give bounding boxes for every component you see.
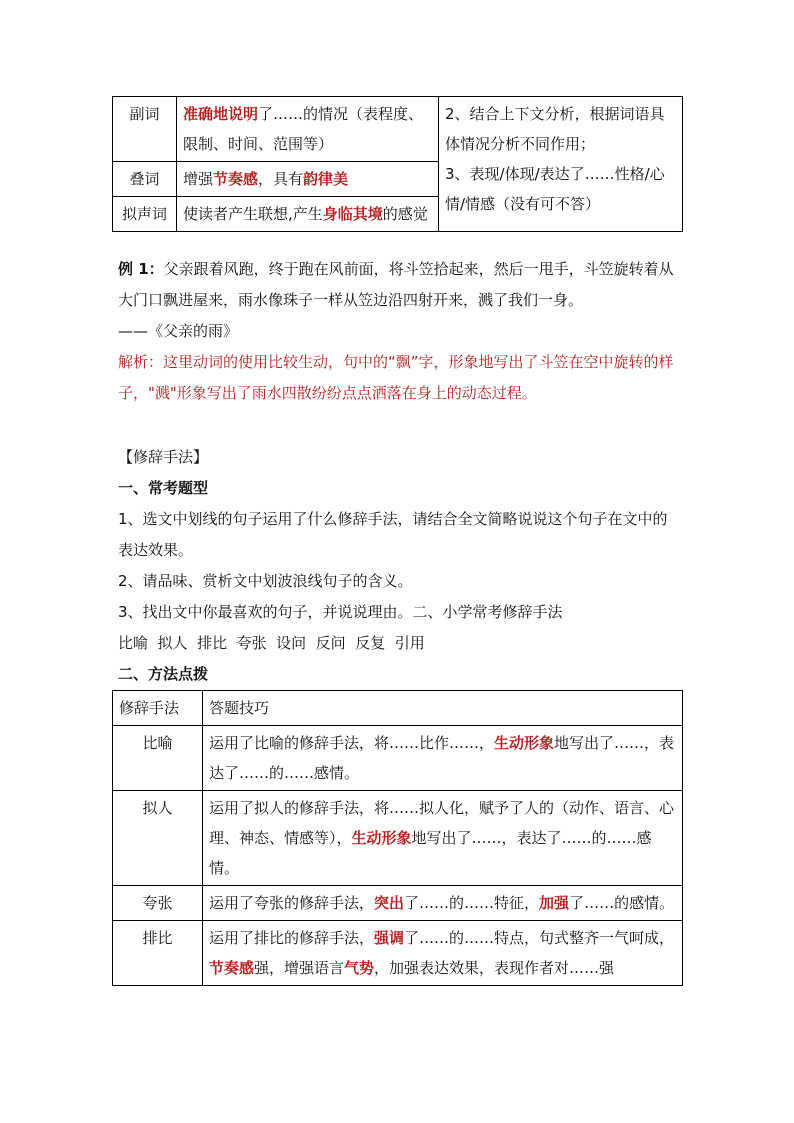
- tip-text: 了……的……特点，句式整齐一气呵成，: [404, 929, 675, 947]
- highlight-text: 强调: [374, 929, 405, 947]
- desc-cell: [177, 197, 439, 232]
- highlight-text: 节奏感: [213, 170, 259, 188]
- desc-text: 的感觉: [382, 205, 428, 223]
- table-row: [113, 97, 683, 162]
- tip-text: 地写出了……，表达了……的……感情。: [209, 829, 652, 877]
- rhetoric-name-cell: 比喻: [113, 726, 203, 791]
- tip-text: 运用了夸张的修辞手法，: [209, 894, 375, 912]
- rhetoric-name-cell: 夸张: [113, 886, 203, 921]
- method-line: 2、结合上下文分析，根据词语具体情况分析不同作用；: [445, 105, 665, 153]
- desc-cell: [177, 97, 439, 162]
- highlight-text: 生动形象: [351, 829, 412, 847]
- word-usage-table: [112, 96, 683, 232]
- rhetoric-section: [118, 442, 682, 690]
- tip-text: 运用了拟人的修辞手法，将……拟人化，赋予了人的（动作、语言、心理、神态、情感等），: [209, 799, 675, 847]
- table-row: [113, 726, 683, 791]
- highlight-text: 生动形象: [494, 734, 555, 752]
- table-row: [113, 886, 683, 921]
- rhetoric-tip-cell: [203, 886, 683, 921]
- term-cell: [113, 197, 177, 232]
- example-text: 父亲跟着风跑，终于跑在风前面，将斗笠拾起来，然后一甩手，斗笠旋转着从大门口飘进屋来，雨水像珠子一样从笠边沿四射开来，溅了我们一身。: [118, 260, 674, 309]
- table-header-row: [113, 691, 683, 726]
- question-item: 2、请品味、赏析文中划波浪线句子的含义。: [118, 572, 413, 590]
- example-source: ——《父亲的雨》: [118, 322, 239, 340]
- header-cell: 答题技巧: [203, 691, 683, 726]
- rhetoric-tip-cell: [203, 791, 683, 886]
- tip-text: 运用了比喻的修辞手法，将……比作……，: [209, 734, 495, 752]
- desc-cell: [177, 162, 439, 197]
- desc-text: ，具有: [258, 170, 304, 188]
- highlight-text: 准确地说明: [183, 105, 259, 123]
- table-row: [113, 921, 683, 986]
- tip-text: 运用了排比的修辞手法，: [209, 929, 375, 947]
- rhetoric-name-cell: 排比: [113, 921, 203, 986]
- term-cell: [113, 97, 177, 162]
- example-analysis: 解析：这里动词的使用比较生动，句中的“飘”字，形象地写出了斗笠在空中旋转的样子，"溅"形象写出了雨水四散纷纷点点洒落在身上的动态过程。: [118, 353, 674, 402]
- desc-text: 使读者产生联想,产生: [183, 205, 323, 223]
- tip-text: 地写出了……，表达了……的……感情。: [209, 734, 675, 782]
- table-row: [113, 791, 683, 886]
- tip-text: ，加强表达效果，表现作者对……强: [374, 959, 615, 977]
- term-label: 拟声词: [121, 205, 167, 223]
- header-cell: 修辞手法: [113, 691, 203, 726]
- term-label: 叠词: [129, 170, 160, 188]
- question-item: 1、选文中划线的句子运用了什么修辞手法，请结合全文简略说说这个句子在文中的表达效果。: [118, 510, 668, 559]
- example-paragraph: [118, 254, 682, 316]
- highlight-text: 加强: [539, 894, 570, 912]
- question-item: 3、找出文中你最喜欢的句子，并说说理由。二、小学常考修辞手法: [118, 603, 563, 621]
- highlight-text: 气势: [344, 959, 375, 977]
- example-block: [118, 254, 682, 409]
- rhetoric-tip-cell: [203, 921, 683, 986]
- heading-method-tips: 二、方法点拨: [118, 665, 209, 683]
- method-line: 3、表现/体现/表达了……性格/心情/情感（没有可不答）: [445, 165, 665, 213]
- rhetoric-list: 比喻 拟人 排比 夸张 设问 反问 反复 引用: [118, 634, 425, 652]
- desc-text: 增强: [183, 170, 214, 188]
- tip-text: 了……的感情。: [569, 894, 675, 912]
- rhetoric-table: [112, 690, 683, 986]
- highlight-text: 节奏感: [209, 959, 255, 977]
- desc-text: 了……的情况（表程度、限制、时间、范围等）: [183, 105, 424, 153]
- heading-question-types: 一、常考题型: [118, 479, 209, 497]
- example-label: 例 1：: [118, 260, 164, 278]
- term-cell: [113, 162, 177, 197]
- highlight-text: 韵律美: [303, 170, 349, 188]
- section-title: 【修辞手法】: [118, 448, 209, 466]
- rhetoric-name-cell: 拟人: [113, 791, 203, 886]
- rhetoric-tip-cell: [203, 726, 683, 791]
- highlight-text: 突出: [374, 894, 405, 912]
- highlight-text: 身临其境: [322, 205, 383, 223]
- tip-text: 强，增强语言: [254, 959, 345, 977]
- method-cell: [439, 97, 683, 232]
- tip-text: 了……的……特征，: [404, 894, 540, 912]
- term-label: 副词: [129, 105, 160, 123]
